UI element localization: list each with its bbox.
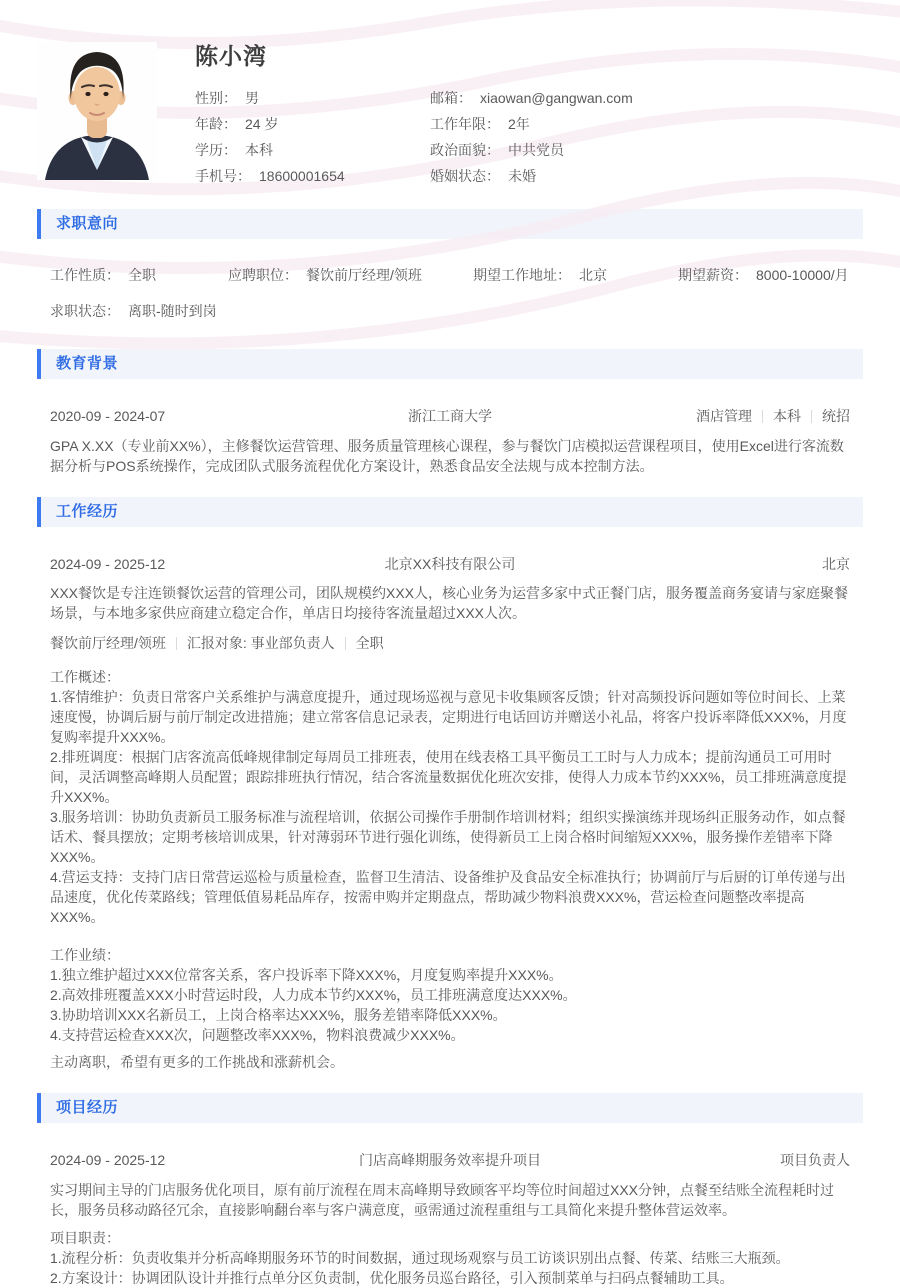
field-label: 期望工作地址： xyxy=(473,267,571,283)
info-value: 18600001654 xyxy=(259,168,345,184)
info-item-phone xyxy=(195,166,430,186)
candidate-name: 陈小湾 xyxy=(195,43,267,69)
info-value: xiaowan@gangwan.com xyxy=(480,90,633,106)
job-position: 餐饮前厅经理/领班 xyxy=(50,635,166,651)
education-content xyxy=(0,379,900,497)
education-description: GPA X.XX（专业前XX%），主修餐饮运营管理、服务质量管理核心课程，参与餐饮门店模拟运营课程项目，使用Excel进行客流数据分析与POS系统操作，完成团队式服务流程优化方案设计，熟悉食品安全法规与成本控制方法。 xyxy=(50,438,844,474)
info-label: 年龄： xyxy=(195,116,237,132)
section-title: 工作经历 xyxy=(56,503,119,520)
education-degree: 本科 xyxy=(773,408,801,424)
project-duty-item: 2.方案设计：协调团队设计并推行点单分区负责制，优化服务员巡台路径，引入预制菜单与扫码点餐辅助工具。 xyxy=(50,1270,734,1286)
work-achievement-item: 2.高效排班覆盖XXX小时营运时段，人力成本节约XXX%，员工排班满意度达XXX%。 xyxy=(50,987,577,1003)
project-period: 2024-09 - 2025-12 xyxy=(50,1152,166,1168)
separator xyxy=(762,410,763,423)
info-value: 24 岁 xyxy=(245,116,279,132)
section-title: 教育背景 xyxy=(56,355,119,372)
section-accent-bar xyxy=(37,1093,41,1123)
education-school: 浙江工商大学 xyxy=(408,408,492,424)
separator xyxy=(811,410,812,423)
section-header-education xyxy=(37,349,863,379)
field-job-status xyxy=(50,303,217,319)
profile-photo xyxy=(37,42,157,180)
work-achievement-item: 1.独立维护超过XXX位常客关系，客户投诉率下降XXX%，月度复购率提升XXX%。 xyxy=(50,967,563,983)
work-overview xyxy=(50,667,850,927)
resume-header xyxy=(0,0,900,209)
info-label: 工作年限： xyxy=(430,116,500,132)
project-role: 项目负责人 xyxy=(780,1152,850,1168)
info-value: 中共党员 xyxy=(508,142,564,158)
project-content xyxy=(0,1123,900,1288)
info-value: 2年 xyxy=(508,116,530,132)
education-admission-type: 统招 xyxy=(822,408,850,424)
info-value: 未婚 xyxy=(508,168,536,184)
info-item-degree xyxy=(195,140,430,160)
intention-row-1 xyxy=(50,264,850,286)
info-label: 邮箱： xyxy=(430,90,472,106)
work-period: 2024-09 - 2025-12 xyxy=(50,556,166,572)
info-label: 性别： xyxy=(195,90,237,106)
job-report-to: 汇报对象: 事业部负责人 xyxy=(186,635,335,651)
field-value: 离职-随时到岗 xyxy=(128,303,217,319)
section-accent-bar xyxy=(37,497,41,527)
info-label: 政治面貌： xyxy=(430,142,500,158)
info-item-marital-status xyxy=(430,166,633,186)
project-meta-row xyxy=(50,1149,850,1171)
field-value: 全职 xyxy=(128,267,156,283)
field-target-position xyxy=(228,264,422,286)
separator xyxy=(176,637,177,650)
education-meta-row xyxy=(50,405,850,427)
work-overview-item: 2.排班调度：根据门店客流高低峰规律制定每周员工排班表，使用在线表格工具平衡员工工时与人力成本；提前沟通员工可用时间，灵活调整高峰期人员配置；跟踪排班执行情况，结合客流量数据优化班次安排，使得人力成本节约XXX%，员工排班满意度提升XXX%。 xyxy=(50,749,847,805)
portrait-illustration xyxy=(37,42,157,180)
project-duty-item: 1.流程分析：负责收集并分析高峰期服务环节的时间数据，通过现场观察与员工访谈识别出点餐、传菜、结账三大瓶颈。 xyxy=(50,1250,790,1266)
work-content xyxy=(0,527,900,1093)
work-company: 北京XX科技有限公司 xyxy=(384,556,516,572)
project-duties xyxy=(50,1228,850,1288)
section-project xyxy=(0,1093,900,1288)
field-job-nature xyxy=(50,264,156,286)
work-overview-item: 4.营运支持：支持门店日常营运巡检与质量检查，监督卫生清洁、设备维护及食品安全标准执行；协调前厅与后厨的订单传递与出品速度，优化传菜路线；管理低值易耗品库存，按需申购并定期盘点，帮助减少物料浪费XXX%，营运检查问题整改率提高XXX%。 xyxy=(50,869,846,925)
section-title: 项目经历 xyxy=(56,1099,119,1116)
info-label: 手机号： xyxy=(195,168,251,184)
work-overview-item: 1.客情维护：负责日常客户关系维护与满意度提升，通过现场巡视与意见卡收集顾客反馈；针对高频投诉问题如等位时间长、上菜速度慢，协调后厨与前厅制定改进措施；建立常客信息记录表，定期进行电话回访并赠送小礼品，将客户投诉率降低XXX%，月度复购率提升XXX%。 xyxy=(50,689,847,745)
section-header-intention xyxy=(37,209,863,239)
info-item-experience-years xyxy=(430,114,633,134)
info-value: 本科 xyxy=(245,142,273,158)
education-tags xyxy=(696,405,850,427)
project-duty-label: 项目职责： xyxy=(50,1230,120,1246)
section-accent-bar xyxy=(37,209,41,239)
field-value: 餐饮前厅经理/领班 xyxy=(306,267,422,283)
work-achievement-item: 4.支持营运检查XXX次，问题整改率XXX%，物料浪费减少XXX%。 xyxy=(50,1027,465,1043)
job-title-row xyxy=(50,632,850,654)
work-overview-item: 3.服务培训：协助负责新员工服务标准与流程培训，依据公司操作手册制作培训材料；组织实操演练并现场纠正服务动作，如点餐话术、餐具摆放；定期考核培训成果，针对薄弱环节进行强化训练，使得新员工上岗合格时间缩短XXX%，服务操作差错率下降XXX%。 xyxy=(50,809,846,865)
work-meta-row xyxy=(50,553,850,575)
section-accent-bar xyxy=(37,349,41,379)
field-target-location xyxy=(473,264,607,286)
project-description: 实习期间主导的门店服务优化项目，原有前厅流程在周末高峰期导致顾客平均等位时间超过XXX分钟，点餐至结账全流程耗时过长，服务员移动路径冗余，直接影响翻台率与客户满意度，亟需通过流程重组与工具简化来提升整体营运效率。 xyxy=(50,1182,835,1218)
basic-info-grid xyxy=(195,85,633,189)
leave-reason: 主动离职，希望有更多的工作挑战和涨薪机会。 xyxy=(50,1054,344,1070)
company-intro: XXX餐饮是专注连锁餐饮运营的管理公司，团队规模约XXX人，核心业务为运营多家中式正餐门店，服务覆盖商务宴请与家庭聚餐场景，与本地多家供应商建立稳定合作，单店日均接待客流量超过XXX人次。 xyxy=(50,585,849,621)
section-intention xyxy=(0,209,900,349)
separator xyxy=(345,637,346,650)
field-value: 北京 xyxy=(579,267,607,283)
section-title: 求职意向 xyxy=(56,215,119,232)
work-location: 北京 xyxy=(822,556,850,572)
intention-content xyxy=(0,239,900,349)
section-work xyxy=(0,497,900,1093)
work-overview-label: 工作概述： xyxy=(50,669,120,685)
field-label: 求职状态： xyxy=(50,303,120,319)
section-header-work xyxy=(37,497,863,527)
intention-row-2 xyxy=(50,300,850,322)
field-value: 8000-10000/月 xyxy=(756,267,849,283)
info-item-age xyxy=(195,114,430,134)
field-expected-salary xyxy=(678,264,849,286)
info-item-political-status xyxy=(430,140,633,160)
work-achievement-label: 工作业绩： xyxy=(50,947,120,963)
info-value: 男 xyxy=(245,90,259,106)
job-type: 全职 xyxy=(355,635,384,651)
info-item-gender xyxy=(195,88,430,108)
section-header-project xyxy=(37,1093,863,1123)
project-name: 门店高峰期服务效率提升项目 xyxy=(359,1152,541,1168)
education-period: 2020-09 - 2024-07 xyxy=(50,408,166,424)
work-achievements xyxy=(50,945,850,1045)
info-label: 学历： xyxy=(195,142,237,158)
work-achievement-item: 3.协助培训XXX名新员工，上岗合格率达XXX%，服务差错率降低XXX%。 xyxy=(50,1007,507,1023)
field-label: 期望薪资： xyxy=(678,267,748,283)
section-education xyxy=(0,349,900,497)
info-item-email xyxy=(430,88,633,108)
field-label: 应聘职位： xyxy=(228,267,298,283)
education-major: 酒店管理 xyxy=(696,408,752,424)
info-label: 婚姻状态： xyxy=(430,168,500,184)
field-label: 工作性质： xyxy=(50,267,120,283)
